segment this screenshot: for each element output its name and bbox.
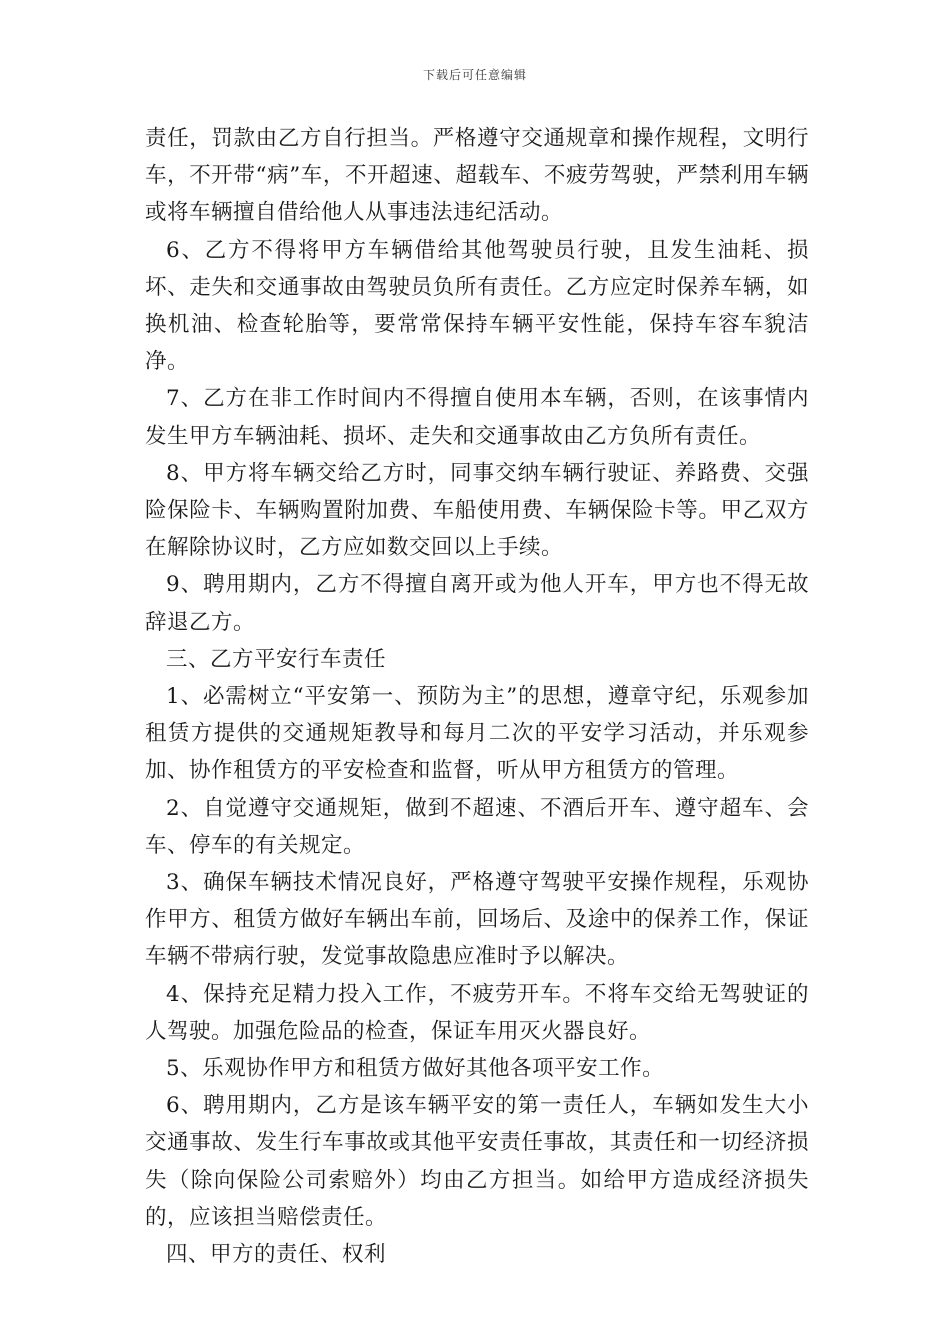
- paragraph-item-6: 6、乙方不得将甲方车辆借给其他驾驶员行驶，且发生油耗、损坏、走失和交通事故由驾驶员负所有责任。乙方应定时保养车辆，如换机油、检查轮胎等，要常常保持车辆平安性能，保持车容车貌洁净。: [145, 237, 809, 375]
- paragraph-section3-item-4: 4、保持充足精力投入工作，不疲劳开车。不将车交给无驾驶证的人驾驶。加强危险品的检查，保证车用灭火器良好。: [145, 981, 809, 1044]
- section-heading-3: 三、乙方平安行车责任: [166, 646, 387, 672]
- section-heading-4: 四、甲方的责任、权利: [166, 1242, 387, 1268]
- paragraph-section3-item-5: 5、乐观协作甲方和租赁方做好其他各项平安工作。: [166, 1056, 665, 1082]
- paragraph-continuation: 责任，罚款由乙方自行担当。严格遵守交通规章和操作规程，文明行车，不开带“病”车，不开超速、超载车、不疲劳驾驶，严禁利用车辆或将车辆擅自借给他人从事违法违纪活动。: [145, 126, 809, 226]
- paragraph-section3-item-3: 3、确保车辆技术情况良好，严格遵守驾驶平安操作规程，乐观协作甲方、租赁方做好车辆出车前，回场后、及途中的保养工作，保证车辆不带病行驶，发觉事故隐患应准时予以解决。: [145, 870, 809, 970]
- paragraph-section3-item-2: 2、自觉遵守交通规矩，做到不超速、不酒后开车、遵守超车、会车、停车的有关规定。: [145, 795, 809, 858]
- paragraph-item-8: 8、甲方将车辆交给乙方时，同事交纳车辆行驶证、养路费、交强险保险卡、车辆购置附加费、车船使用费、车辆保险卡等。甲乙双方在解除协议时，乙方应如数交回以上手续。: [145, 460, 809, 561]
- paragraph-section3-item-1: 1、必需树立“平安第一、预防为主”的思想，遵章守纪，乐观参加租赁方提供的交通规矩教导和每月二次的平安学习活动，并乐观参加、协作租赁方的平安检查和监督，听从甲方租赁方的管理。: [145, 684, 809, 784]
- paragraph-item-9: 9、聘用期内，乙方不得擅自离开或为他人开车，甲方也不得无故辞退乙方。: [145, 572, 809, 635]
- page-header: 下载后可任意编辑: [422, 68, 527, 82]
- document-body: [145, 120, 809, 1273]
- paragraph-item-7: 7、乙方在非工作时间内不得擅自使用本车辆，否则，在该事情内发生甲方车辆油耗、损坏、走失和交通事故由乙方负所有责任。: [145, 386, 809, 449]
- paragraph-section3-item-6: 6、聘用期内，乙方是该车辆平安的第一责任人，车辆如发生大小交通事故、发生行车事故或其他平安责任事故，其责任和一切经济损失（除向保险公司索赔外）均由乙方担当。如给甲方造成经济损失的，应该担当赔偿责任。: [145, 1093, 809, 1230]
